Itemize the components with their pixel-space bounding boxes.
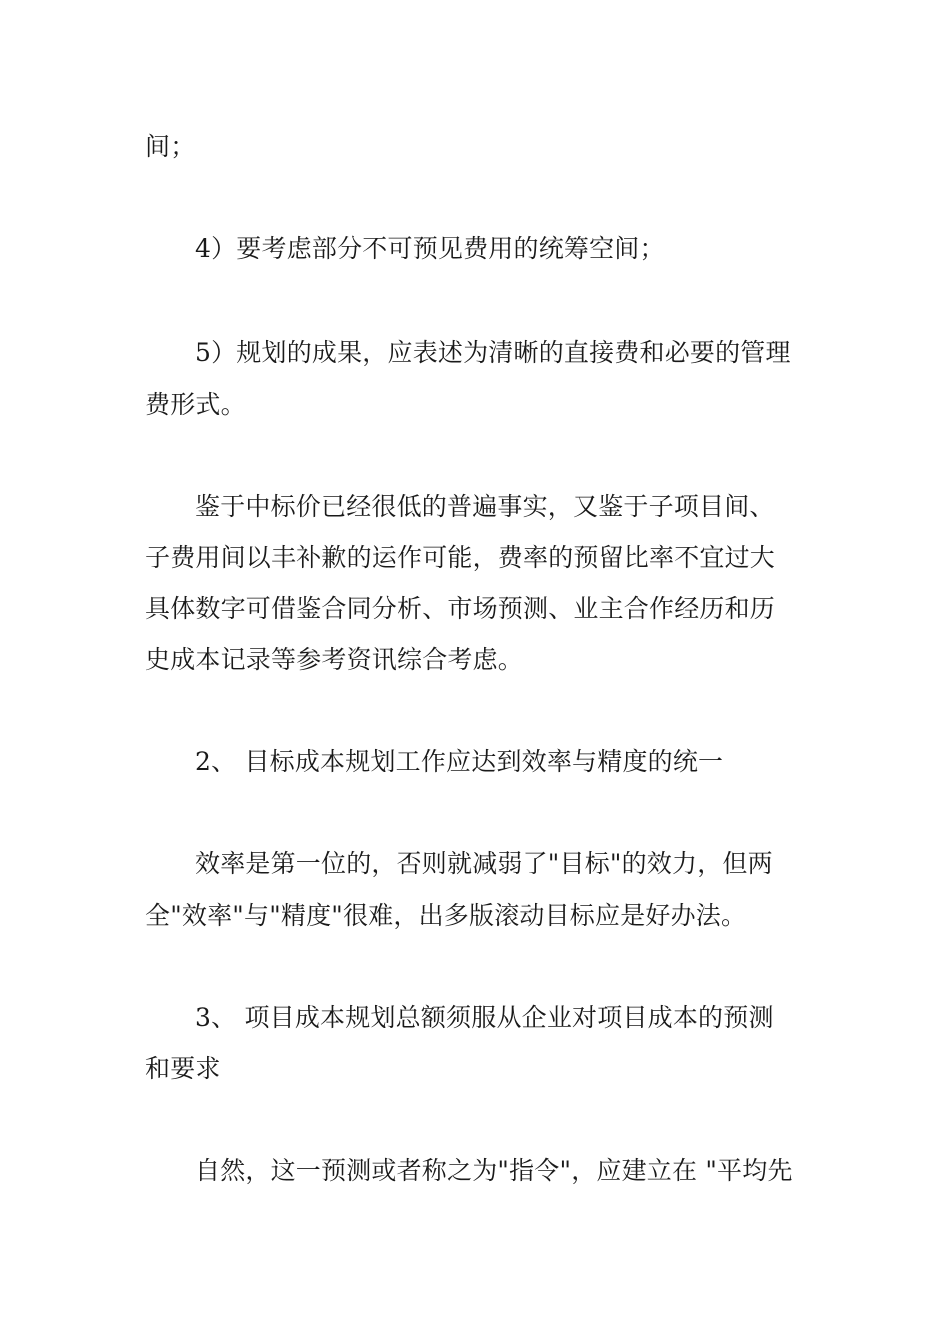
section-heading: 2、 目标成本规划工作应达到效率与精度的统一 bbox=[195, 747, 724, 776]
paragraph-line: 鉴于中标价已经很低的普遍事实，又鉴于子项目间、 bbox=[195, 492, 775, 521]
section-heading: 和要求 bbox=[145, 1054, 221, 1083]
paragraph-line: 子费用间以丰补歉的运作可能，费率的预留比率不宜过大 bbox=[145, 543, 776, 572]
paragraph-line: 效率是第一位的，否则就减弱了"目标"的效力，但两 bbox=[195, 849, 773, 878]
section-heading: 3、 项目成本规划总额须服从企业对项目成本的预测 bbox=[195, 1003, 774, 1032]
paragraph-line: 自然，这一预测或者称之为"指令"，应建立在 "平均先 bbox=[195, 1156, 793, 1185]
paragraph-line: 4）要考虑部分不可预见费用的统筹空间； bbox=[195, 234, 665, 263]
paragraph-line: 5）规划的成果，应表述为清晰的直接费和必要的管理 bbox=[195, 338, 791, 367]
paragraph-line: 史成本记录等参考资讯综合考虑。 bbox=[145, 645, 524, 674]
paragraph-line: 具体数字可借鉴合同分析、市场预测、业主合作经历和历 bbox=[145, 594, 776, 623]
paragraph-line: 全"效率"与"精度"很难，出多版滚动目标应是好办法。 bbox=[145, 901, 747, 930]
paragraph-line: 间； bbox=[145, 132, 196, 161]
paragraph-line: 费形式。 bbox=[145, 390, 246, 419]
